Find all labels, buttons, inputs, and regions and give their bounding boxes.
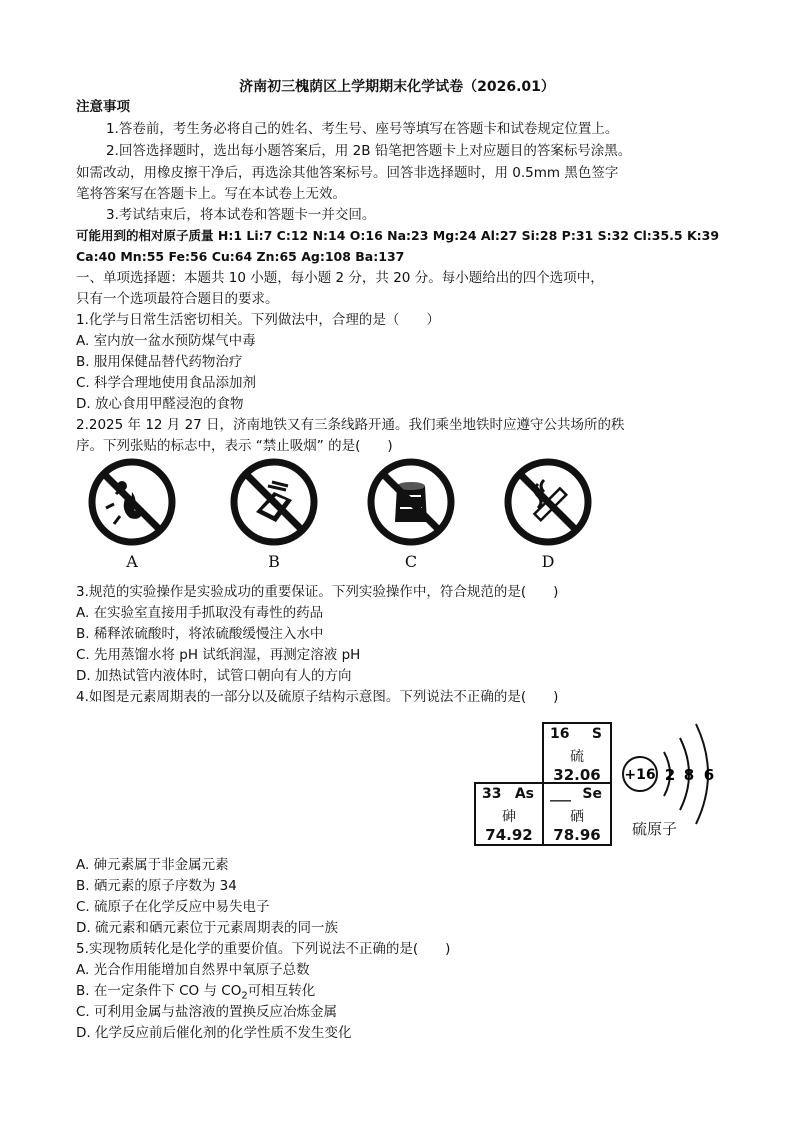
q5-option: D. 化学反应前后催化剂的化学性质不发生变化: [76, 1025, 352, 1041]
element-name: 硫: [570, 749, 584, 765]
section-heading: 只有一个选项最符合题目的要求。: [76, 291, 279, 307]
element-symbol: As: [514, 786, 534, 802]
q1-option: D. 放心食用甲醛浸泡的食物: [76, 396, 244, 412]
no-barrel-sign-icon: [365, 456, 457, 548]
notice-item-2-cont: 如需改动，用橡皮擦干净后，再选涂其他答案标号。回答非选择题时，用 0.5mm 黑色签字: [76, 165, 619, 181]
q5-option: C. 可利用金属与盐溶液的置换反应冶炼金属: [76, 1004, 338, 1020]
q5-option-b-text: 可相互转化: [247, 983, 316, 999]
section-heading: 一、单项选择题：本题共 10 小题，每小题 2 分，共 20 分。每小题给出的四个选项中，: [76, 270, 604, 286]
notice-item-2: 2.回答选择题时，选出每小题答案后，用 2B 铅笔把答题卡上对应题目的答案标号涂黑。: [106, 143, 632, 159]
atomic-masses: Ca:40 Mn:55 Fe:56 Cu:64 Zn:65 Ag:108 Ba:137: [76, 249, 405, 264]
q4-option: B. 硒元素的原子序数为 34: [76, 878, 237, 894]
element-cell-sulfur: [542, 722, 612, 784]
sign-c: [365, 456, 457, 571]
q3-option: C. 先用蒸馏水将 pH 试纸润湿，再测定溶液 pH: [76, 647, 361, 663]
q1-stem: 1.化学与日常生活密切相关。下列做法中，合理的是（ ）: [76, 312, 440, 328]
sign-label: D: [541, 552, 555, 571]
no-match-sign-icon: [228, 456, 320, 548]
shell-electrons: 2: [664, 766, 676, 784]
nucleus-charge: +16: [624, 767, 656, 783]
element-symbol: Se: [582, 786, 602, 802]
notice-heading: 注意事项: [76, 99, 130, 115]
no-fire-sign-icon: [86, 456, 178, 548]
q2-stem: 序。下列张贴的标志中，表示 “禁止吸烟” 的是( ): [76, 438, 393, 454]
q1-option: A. 室内放一盆水预防煤气中毒: [76, 333, 256, 349]
q5-option-b-text: B. 在一定条件下 CO 与 CO: [76, 983, 242, 999]
q1-option: B. 服用保健品替代药物治疗: [76, 354, 243, 370]
atomic-mass: 78.96: [553, 826, 601, 844]
atomic-number: 33: [482, 786, 502, 802]
q3-stem: 3.规范的实验操作是实验成功的重要保证。下列实验操作中，符合规范的是( ): [76, 584, 559, 600]
sign-label: B: [268, 552, 280, 571]
element-name: 硒: [570, 809, 584, 825]
notice-item-1: 1.答卷前，考生务必将自己的姓名、考生号、座号等填写在答题卡和试卷规定位置上。: [106, 121, 619, 137]
atom-label: 硫原子: [632, 820, 678, 838]
notice-item-2-cont: 笔将答案写在答题卡上。写在本试卷上无效。: [76, 186, 346, 202]
sign-a: [86, 456, 178, 571]
sign-b: [228, 456, 320, 571]
element-cell-arsenic: [474, 782, 544, 846]
exam-title: 济南初三槐荫区上学期期末化学试卷（2026.01）: [239, 79, 555, 95]
element-name: 砷: [502, 809, 516, 825]
q3-option: D. 加热试管内液体时，试管口朝向有人的方向: [76, 668, 352, 684]
q2-sign-options: [80, 456, 600, 576]
atomic-masses: 可能用到的相对原子质量 H:1 Li:7 C:12 N:14 O:16 Na:23 Mg:24 Al:27 Si:28 P:31 S:32 Cl:35.5 K:39: [76, 228, 720, 243]
q2-stem: 2.2025 年 12 月 27 日，济南地铁又有三条线路开通。我们乘坐地铁时应遵守公共场所的秩: [76, 417, 625, 433]
element-cell-selenium: [542, 782, 612, 846]
subscript: 2: [241, 990, 248, 1002]
periodic-table-fragment: [474, 722, 614, 846]
atomic-mass: 32.06: [553, 766, 601, 784]
atomic-mass: 74.92: [485, 826, 533, 844]
notice-item-3: 3.考试结束后，将本试卷和答题卡一并交回。: [106, 207, 376, 223]
element-symbol: S: [591, 726, 602, 742]
sign-d: [502, 456, 594, 571]
sign-label: A: [126, 552, 138, 571]
q3-option: B. 稀释浓硫酸时，将浓硫酸缓慢注入水中: [76, 626, 324, 642]
q5-stem: 5.实现物质转化是化学的重要价值。下列说法不正确的是( ): [76, 941, 451, 957]
shell-electrons: 8: [683, 766, 695, 784]
q4-option: D. 硫元素和硒元素位于元素周期表的同一族: [76, 920, 338, 936]
atomic-number: 16: [550, 726, 570, 742]
q5-option: A. 光合作用能增加自然界中氧原子总数: [76, 962, 310, 978]
q4-stem: 4.如图是元素周期表的一部分以及硫原子结构示意图。下列说法不正确的是( ): [76, 689, 559, 705]
q1-option: C. 科学合理地使用食品添加剂: [76, 375, 257, 391]
sign-label: C: [404, 552, 418, 571]
shell-electrons: 6: [703, 766, 715, 784]
q4-option: A. 砷元素属于非金属元素: [76, 857, 229, 873]
q3-option: A. 在实验室直接用手抓取没有毒性的药品: [76, 605, 324, 621]
no-smoking-sign-icon: [502, 456, 594, 548]
q4-option: C. 硫原子在化学反应中易失电子: [76, 899, 270, 915]
atomic-number: ___: [550, 786, 571, 802]
